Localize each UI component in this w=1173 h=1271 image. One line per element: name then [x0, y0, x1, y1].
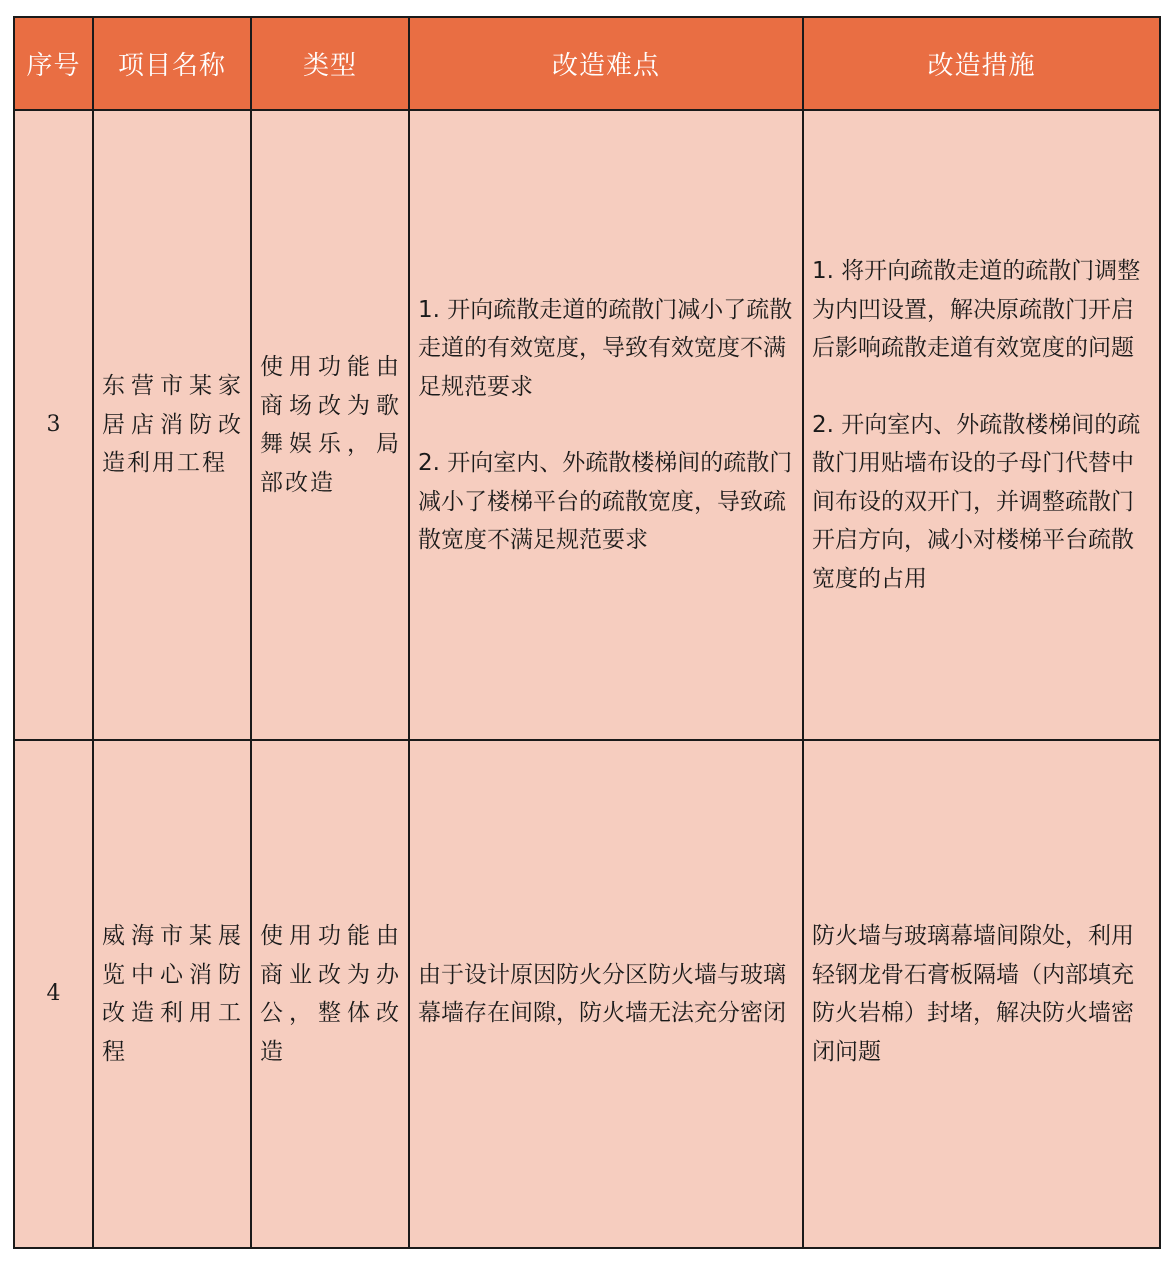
difficulties-cell: [409, 740, 803, 1248]
header-measures: 改造措施: [803, 17, 1160, 110]
table-row: [14, 740, 1160, 1248]
header-type: 类型: [251, 17, 409, 110]
measure-item: 防火墙与玻璃幕墙间隙处，利用轻钢龙骨石膏板隔墙（内部填充防火岩棉）封堵，解决防火墙密闭问题: [812, 923, 1134, 1065]
project-name-text: 威海市某展览中心消防改造利用工程: [102, 923, 243, 1065]
type-cell: [251, 740, 409, 1248]
project-name-cell: [93, 740, 251, 1248]
difficulty-item: 2. 开向室内、外疏散楼梯间的疏散门减小了楼梯平台的疏散宽度，导致疏散宽度不满足规范要求: [418, 450, 793, 553]
project-name-cell: [93, 110, 251, 740]
serial-number-cell: 4: [14, 740, 93, 1248]
measure-item: 2. 开向室内、外疏散楼梯间的疏散门用贴墙布设的子母门代替中间布设的双开门，并调整疏散门开启方向，减小对楼梯平台疏散宽度的占用: [812, 411, 1141, 592]
renovation-table: [13, 16, 1161, 1249]
type-cell: [251, 110, 409, 740]
header-project-name: 项目名称: [93, 17, 251, 110]
difficulty-item: 由于设计原因防火分区防火墙与玻璃幕墙存在间隙，防火墙无法充分密闭: [418, 961, 786, 1026]
difficulties-cell: [409, 110, 803, 740]
table-row: [14, 110, 1160, 740]
measures-cell: [803, 110, 1160, 740]
serial-number-cell: 3: [14, 110, 93, 740]
difficulty-item: 1. 开向疏散走道的疏散门减小了疏散走道的有效宽度，导致有效宽度不满足规范要求: [418, 296, 793, 400]
project-name-text: 东营市某家居店消防改造利用工程: [102, 373, 243, 477]
type-text: 使用功能由商业改为办公，整体改造: [260, 923, 401, 1065]
header-difficulties: 改造难点: [409, 17, 803, 110]
measures-cell: [803, 740, 1160, 1248]
header-serial-number: 序号: [14, 17, 93, 110]
table-header-row: [14, 17, 1160, 110]
type-text: 使用功能由商场改为歌舞娱乐，局部改造: [260, 354, 401, 496]
measure-item: 1. 将开向疏散走道的疏散门调整为内凹设置，解决原疏散门开启后影响疏散走道有效宽度的问题: [812, 258, 1141, 361]
